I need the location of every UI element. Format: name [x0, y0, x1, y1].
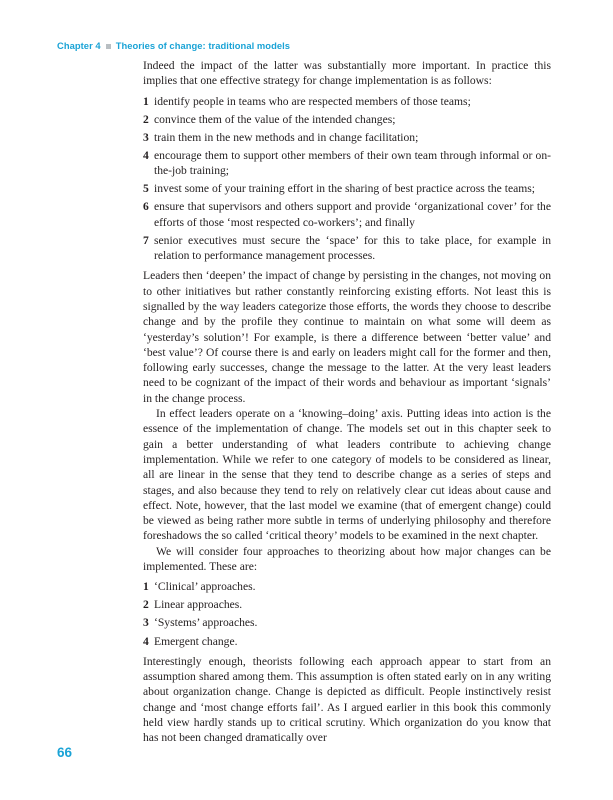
strategy-list — [143, 94, 551, 264]
body-text — [143, 58, 551, 746]
list-number: 3 — [143, 130, 149, 144]
list-text: train them in the new methods and in change facilitation; — [154, 130, 419, 144]
chapter-title: Theories of change: traditional models — [115, 40, 291, 51]
intro-paragraph: Indeed the impact of the latter was substantially more important. In practice this implies that one effective strategy for change implementation is as follows: — [143, 59, 551, 88]
chapter-label: Chapter 4 — [57, 40, 101, 51]
list-item — [143, 233, 551, 264]
list-item — [143, 579, 551, 594]
running-head — [57, 40, 290, 51]
paragraph-four-approaches: We will consider four approaches to theorizing about how major changes can be implemented. These are: — [143, 544, 551, 573]
separator-square-icon — [106, 44, 111, 49]
list-item — [143, 634, 551, 649]
paragraph-knowing-doing: In effect leaders operate on a ‘knowing–doing’ axis. Putting ideas into action is the essence of the implementation of change. The models set out in this chapter seek to gain a better understanding of what leaders contribute to achieving change implementation. While we refer to one category of models to be considered as linear, all are linear in the sense that they tend to describe change as a series of steps and stages, and also because they tend to rely on relatively clear cut ideas about cause and effect. Note, however, that the last model we examine (that of emergent change) could be viewed as being rather more subtle in terms of underlying philosophy and therefore foreshadows the so called ‘critical theory’ models to be examined in the next chapter. — [143, 407, 551, 543]
list-number: 5 — [143, 182, 149, 196]
list-number: 7 — [143, 233, 149, 247]
paragraph-interestingly: Interestingly enough, theorists following each approach appear to start from an assumption shared among them. This assumption is often stated early on in any writing about organization change. Change is depicted as difficult. People instinctively resist change and ‘most change efforts fail’. As I argued earlier in this book this commonly held view hardly stands up to critical scrutiny. Which organization do you know that has not been changed dramatically over — [143, 654, 551, 745]
list-number: 4 — [143, 634, 149, 648]
list-text: ‘Systems’ approaches. — [154, 616, 258, 630]
list-number: 2 — [143, 598, 149, 612]
list-text: ensure that supervisors and others support and provide ‘organizational cover’ for the efforts of those ‘most respected co-workers’; and finally — [154, 200, 551, 229]
list-number: 4 — [143, 148, 149, 162]
paragraph-leaders-deepen: Leaders then ‘deepen’ the impact of change by persisting in the changes, not moving on to other initiatives but rather constantly reinforcing existing efforts. Not least this is signalled by the way leaders categorize those efforts, the words they choose to describe change and by the profile they continue to maintain on what some will deem as ‘yesterday’s solution’! For example, is there a difference between ‘better value’ and ‘best value’? Of course there is and early on leaders might call for the former and then, following early successes, change the message to the latter. At the very least leaders need to be cognizant of the impact of their words and behaviour as important ‘signals’ in the change process. — [143, 269, 551, 405]
list-text: identify people in teams who are respected members of those teams; — [154, 94, 471, 108]
list-item — [143, 597, 551, 612]
list-number: 1 — [143, 94, 149, 108]
list-text: Emergent change. — [154, 634, 238, 648]
list-number: 2 — [143, 112, 149, 126]
list-item — [143, 199, 551, 230]
list-text: convince them of the value of the intended changes; — [154, 112, 396, 126]
list-text: ‘Clinical’ approaches. — [154, 580, 256, 594]
approaches-list — [143, 579, 551, 649]
list-item — [143, 148, 551, 179]
list-text: invest some of your training effort in the sharing of best practice across the teams; — [154, 182, 535, 196]
page-number: 66 — [57, 745, 73, 760]
list-text: senior executives must secure the ‘space’ for this to take place, for example in relation to performance management processes. — [154, 233, 551, 263]
list-item — [143, 130, 551, 145]
list-text: Linear approaches. — [154, 598, 243, 612]
list-number: 6 — [143, 200, 149, 214]
list-item — [143, 181, 551, 196]
list-item — [143, 615, 551, 630]
list-item — [143, 94, 551, 109]
list-number: 3 — [143, 616, 149, 630]
list-text: encourage them to support other members of their own team through informal or on-the-job training; — [154, 148, 551, 178]
list-item — [143, 112, 551, 127]
list-number: 1 — [143, 580, 149, 594]
